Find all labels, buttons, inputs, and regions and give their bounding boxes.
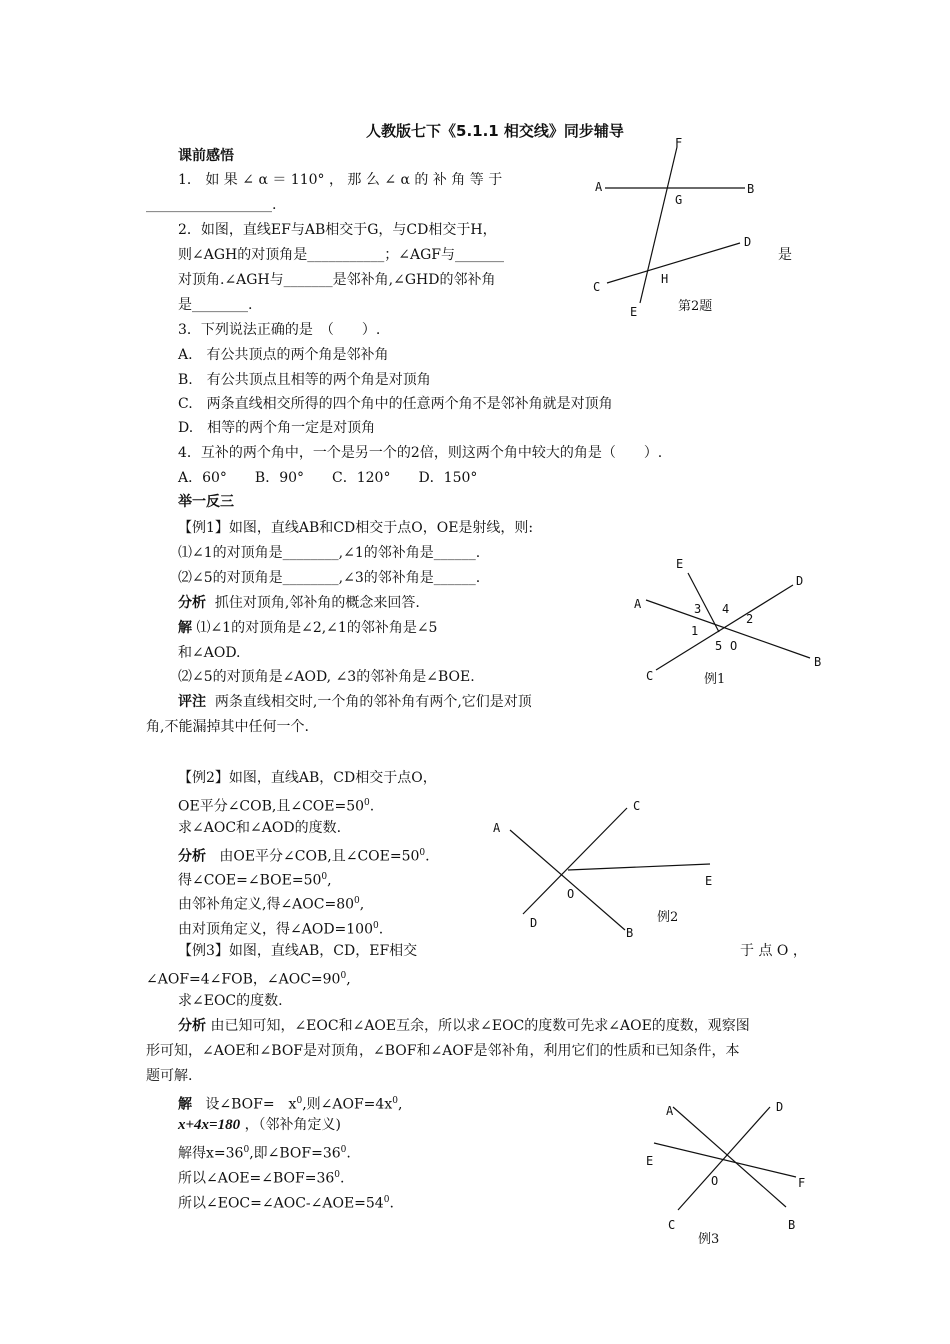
analysis-label: 分析 — [178, 848, 206, 865]
ex3-analysis-3: 题可解. — [146, 1068, 193, 1084]
step-end: . — [378, 921, 384, 938]
analysis-label: 分析 — [178, 1018, 206, 1034]
q2-text-2: 则∠AGH的对顶角是___________；∠AGF与_______ — [178, 247, 504, 263]
equation: x+4x=180 — [178, 1117, 241, 1133]
ex1-part2: ⑵∠5的对顶角是________,∠3的邻补角是______. — [178, 570, 481, 586]
q1-blank: __________________. — [146, 197, 277, 213]
line-cd — [656, 585, 793, 670]
label-a: A — [595, 180, 603, 194]
line-ef — [654, 1143, 796, 1177]
ex3-question: 【例3】如图，直线AB，CD，EF相交 — [178, 943, 418, 959]
q3-option-b: B. 有公共顶点且相等的两个角是对顶角 — [178, 372, 431, 388]
ex1-remark-2: 角,不能漏掉其中任何一个. — [146, 719, 309, 735]
solution-text: ⑴∠1的对顶角是∠2,∠1的邻补角是∠5 — [196, 620, 438, 636]
ex1-question: 【例1】如图，直线AB和CD相交于点O，OE是射线，则: — [178, 520, 534, 536]
q3-text: 3．下列说法正确的是 （ ）. — [178, 322, 381, 338]
solution-text-2: ,则∠AOF=4x — [302, 1096, 393, 1113]
analysis-label: 分析 — [178, 595, 206, 611]
figure-caption: 例3 — [698, 1232, 720, 1247]
solution-end: , — [397, 1096, 403, 1113]
ex1-part1: ⑴∠1的对顶角是________,∠1的邻补角是______. — [178, 545, 481, 561]
step-text: 所以∠EOC=∠AOC-∠AOE=54 — [178, 1195, 384, 1212]
label-e: E — [705, 874, 713, 888]
step-end: , — [327, 872, 332, 889]
ex3-question-end: 于 点 O ， — [740, 943, 807, 959]
given-end: . — [369, 798, 375, 815]
degree-sup: 0 — [334, 1170, 341, 1180]
step-end: . — [346, 1145, 351, 1162]
line-cd — [523, 808, 627, 914]
ex3-equation — [178, 1115, 341, 1135]
q1-text: 1． 如 果 ∠ α ＝ 110° ， 那 么 ∠ α 的 补 角 等 于 — [178, 172, 503, 188]
q2-text-5: 是________. — [178, 297, 253, 313]
q4-text: 4．互补的两个角中，一个是另一个的2倍，则这两个角中较大的角是（ ）. — [178, 445, 663, 461]
label-o: O — [730, 639, 738, 653]
degree-sup: 0 — [340, 971, 347, 981]
given-end: , — [346, 971, 351, 988]
label-4: 4 — [722, 602, 730, 616]
solution-label: 解 — [178, 620, 192, 636]
degree-sup: 0 — [321, 872, 328, 882]
ex3-solution-3 — [178, 1165, 344, 1189]
ex3-given — [146, 966, 351, 990]
label-c: C — [646, 669, 654, 683]
analysis-text: 抓住对顶角,邻补角的概念来回答. — [214, 595, 420, 611]
ex1-solution-3: ⑵∠5的对顶角是∠AOD, ∠3的邻补角是∠BOE. — [178, 669, 475, 685]
figure-example2 — [485, 790, 725, 945]
q3-option-a: A. 有公共顶点的两个角是邻补角 — [178, 347, 389, 363]
ex3-solution-1 — [178, 1091, 402, 1115]
label-e: E — [646, 1154, 654, 1168]
step-text: 所以∠AOE=∠BOF=36 — [178, 1170, 335, 1187]
degree-sup: 0 — [340, 1145, 347, 1155]
section-heading-examples: 举一反三 — [178, 494, 234, 510]
line-ab — [673, 1107, 786, 1207]
label-h: H — [661, 272, 669, 286]
step-end: . — [340, 1170, 345, 1187]
figure-caption: 第2题 — [678, 299, 713, 314]
solution-text: 设∠BOF= x — [205, 1096, 297, 1113]
label-b: B — [747, 182, 755, 196]
q4-options: A．60° B．90° C．120° D．150° — [178, 470, 478, 486]
ex1-solution-2: 和∠AOD. — [178, 645, 241, 661]
ex2-analysis-2 — [178, 867, 332, 891]
equation-note: ，（邻补角定义) — [244, 1117, 342, 1133]
label-2: 2 — [746, 612, 754, 626]
label-c: C — [633, 799, 641, 813]
ex3-analysis-1 — [178, 1016, 750, 1036]
step-end: . — [389, 1195, 394, 1212]
figure-caption: 例2 — [657, 910, 679, 925]
q2-text-1: 2．如图，直线EF与AB相交于G，与CD相交于H， — [178, 222, 497, 238]
q2-text-4: 对顶角.∠AGH与_______是邻补角,∠GHD的邻补角 — [178, 272, 496, 288]
label-f: F — [798, 1176, 806, 1190]
ex1-remark — [178, 692, 532, 712]
label-d: D — [530, 916, 538, 930]
line-cd — [678, 1107, 770, 1210]
label-e: E — [630, 305, 638, 319]
analysis-text: 由OE平分∠COB,且∠COE=50 — [219, 848, 420, 865]
label-c: C — [668, 1218, 676, 1232]
label-b: B — [814, 655, 822, 669]
section-heading-pre-class: 课前感悟 — [178, 148, 234, 164]
label-a: A — [666, 1104, 674, 1118]
figure-q2 — [585, 135, 785, 320]
label-e: E — [676, 557, 684, 571]
given-text: ∠AOF=4∠FOB，∠AOC=90 — [146, 971, 341, 988]
label-g: G — [675, 193, 683, 207]
degree-sup: 0 — [354, 896, 360, 906]
figure-example3 — [638, 1095, 818, 1250]
label-a: A — [493, 821, 501, 835]
given-text: OE平分∠COB,且∠COE=50 — [178, 798, 365, 815]
ray-oe — [568, 864, 710, 870]
figure-caption: 例1 — [704, 672, 726, 687]
page-title: 人教版七下《5.1.1 相交线》同步辅导 — [366, 122, 624, 140]
degree-sup: 0 — [296, 1096, 303, 1106]
line-cd — [607, 243, 740, 283]
ex3-analysis-2: 形可知，∠AOE和∠BOF是对顶角，∠BOF和∠AOF是邻补角，利用它们的性质和已知条件，本 — [146, 1043, 740, 1059]
analysis-end: . — [425, 848, 430, 865]
label-d: D — [744, 235, 752, 249]
label-d: D — [796, 574, 804, 588]
solution-label: 解 — [178, 1096, 192, 1113]
line-ef — [640, 147, 677, 303]
step-text-2: ,即∠BOF=36 — [249, 1145, 341, 1162]
label-1: 1 — [691, 624, 699, 638]
step-text: 由邻补角定义,得∠AOC=80 — [178, 896, 355, 913]
degree-sup: 0 — [373, 921, 379, 931]
step-text: 得∠COE=∠BOE=50 — [178, 872, 322, 889]
label-b: B — [626, 926, 634, 940]
ex2-analysis-4 — [178, 916, 383, 940]
q3-option-d: D. 相等的两个角一定是对顶角 — [178, 420, 376, 436]
ex2-analysis-3 — [178, 891, 364, 915]
ex1-analysis — [178, 593, 420, 613]
label-o: O — [567, 887, 575, 901]
ex2-analysis-1 — [178, 843, 430, 867]
label-b: B — [788, 1218, 796, 1232]
step-end: , — [359, 896, 365, 913]
degree-sup: 0 — [392, 1096, 398, 1106]
q2-text-3: 是 — [778, 247, 792, 263]
label-a: A — [634, 597, 642, 611]
step-text: 由对顶角定义，得∠AOD=100 — [178, 921, 373, 938]
analysis-text: 由已知可知，∠EOC和∠AOE互余，所以求∠EOC的度数可先求∠AOE的度数，观察图 — [210, 1018, 750, 1034]
ex2-question: 【例2】如图，直线AB，CD相交于点O， — [178, 770, 437, 786]
step-text: 解得x=36 — [178, 1145, 244, 1162]
ex3-solution-4 — [178, 1190, 394, 1214]
figure-example1 — [628, 555, 838, 695]
degree-sup: 0 — [383, 1195, 390, 1205]
ex3-solution-2 — [178, 1140, 351, 1164]
line-ab — [510, 830, 625, 930]
label-d: D — [776, 1100, 784, 1114]
ex2-given — [178, 793, 374, 817]
remark-label: 评注 — [178, 694, 206, 710]
label-o: O — [711, 1174, 719, 1188]
ex2-ask: 求∠AOC和∠AOD的度数. — [178, 820, 342, 836]
label-c: C — [593, 280, 601, 294]
label-f: F — [675, 136, 683, 150]
ex1-solution-1 — [178, 618, 437, 638]
ex3-ask: 求∠EOC的度数. — [178, 993, 283, 1009]
label-3: 3 — [694, 602, 702, 616]
degree-sup: 0 — [243, 1145, 250, 1155]
q3-option-c: C. 两条直线相交所得的四个角中的任意两个角不是邻补角就是对顶角 — [178, 396, 613, 412]
remark-text: 两条直线相交时,一个角的邻补角有两个,它们是对顶 — [214, 694, 532, 710]
label-5: 5 — [715, 639, 723, 653]
degree-sup: 0 — [419, 848, 426, 858]
degree-sup: 0 — [364, 798, 370, 808]
